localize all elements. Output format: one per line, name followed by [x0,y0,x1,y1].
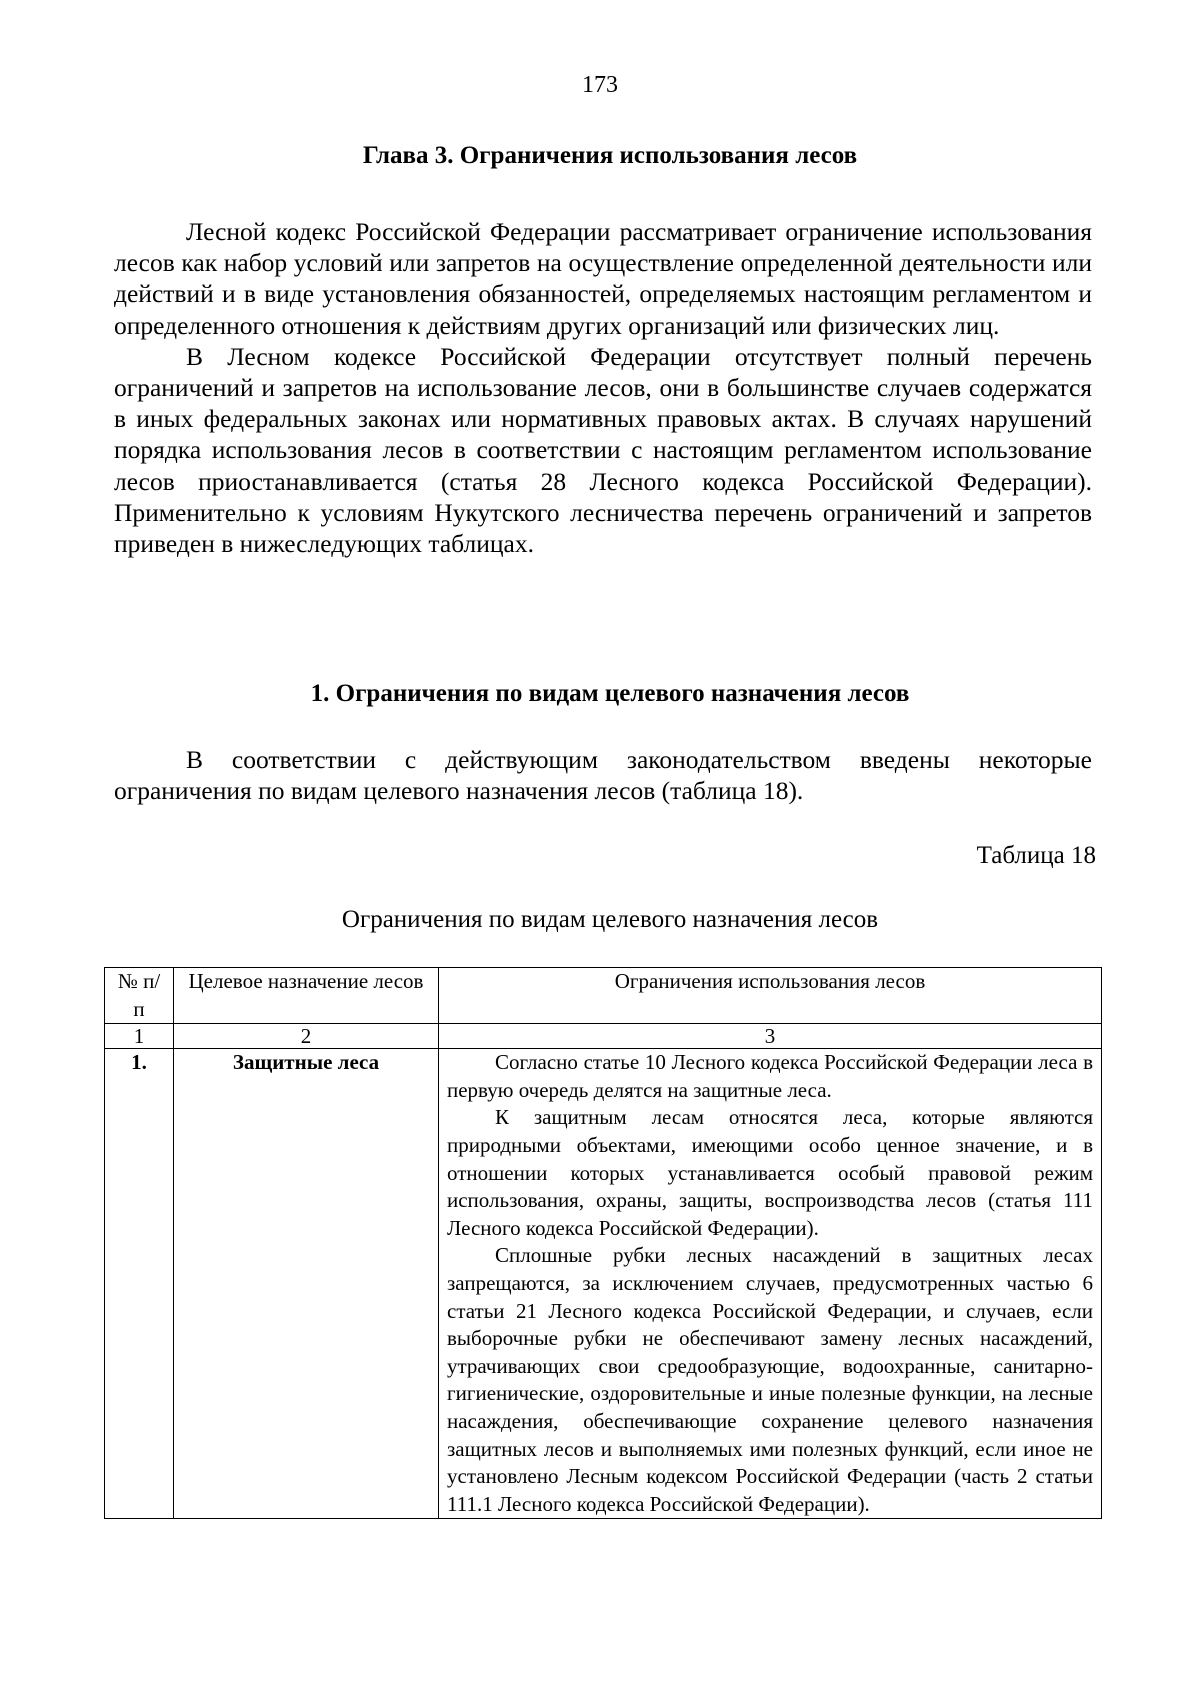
header-num: № п/п [105,968,174,1024]
table-header-row [105,968,1102,1024]
chapter-title: Глава 3. Ограничения использования лесов [362,142,858,169]
table-label: Таблица 18 [976,842,1096,869]
section-intro-paragraph: В соответствии с действующим законодательством введены некоторые ограничения по видам целевого назначения лесов (таблица 18). [114,745,1092,806]
section-intro [114,744,1092,806]
intro-paragraph: В Лесном кодексе Российской Федерации отсутствует полный перечень ограничений и запретов на использование лесов, они в большинстве случаев содержатся в иных федеральных законах или нормативных правовых актах. В случаях нарушений порядка использования лесов в соответствии с настоящим регламентом использование лесов приостанавливается (статья 28 Лесного кодекса Российской Федерации). Применительно к условиям Нукутского лесничества перечень ограничений и запретов приведен в нижеследующих таблицах. [114,341,1092,559]
row-restrictions [439,1049,1102,1519]
section-title: 1. Ограничения по видам целевого назначения лесов [310,680,910,707]
header-restrictions: Ограничения использования лесов [439,968,1102,1024]
restriction-paragraph: К защитным лесам относятся леса, которые являются природными объектами, имеющими особо ценное значение, и в отношении которых устанавливается особый правовой режим использования, охраны, защиты, воспроизводства лесов (статья 111 Лесного кодекса Российской Федерации). [447,1105,1093,1240]
table-index-row [105,1024,1102,1049]
intro-text [114,216,1092,559]
column-index: 3 [439,1024,1102,1049]
header-purpose: Целевое назначение лесов [174,968,439,1024]
restrictions-table [104,967,1102,1519]
row-purpose: Защитные леса [174,1049,439,1519]
column-index: 1 [105,1024,174,1049]
restriction-paragraph: Согласно статье 10 Лесного кодекса Российской Федерации леса в первую очередь делятся на защитные леса. [447,1050,1093,1102]
page-number: 173 [582,72,618,98]
column-index: 2 [174,1024,439,1049]
restriction-paragraph: Сплошные рубки лесных насаждений в защитных лесах запрещаются, за исключением случаев, предусмотренных частью 6 статьи 21 Лесного кодекса Российской Федерации, и случаев, если выборочные рубки не обеспечивают замену лесных насаждений, утрачивающих свои средообразующие, водоохранные, санитарно-гигиенические, оздоровительные и иные полезные функции, на лесные насаждения, обеспечивающие сохранение целевого назначения защитных лесов и выполняемых ими полезных функций, если иное не установлено Лесным кодексом Российской Федерации (часть 2 статьи 111.1 Лесного кодекса Российской Федерации). [447,1243,1093,1516]
table-row [105,1049,1102,1519]
intro-paragraph: Лесной кодекс Российской Федерации рассматривает ограничение использования лесов как набор условий или запретов на осуществление определенной деятельности или действий и в виде установления обязанностей, определяемых настоящим регламентом и определенного отношения к действиям других организаций или физических лиц. [114,217,1092,340]
row-number: 1. [105,1049,174,1519]
table-caption: Ограничения по видам целевого назначения лесов [341,906,879,933]
